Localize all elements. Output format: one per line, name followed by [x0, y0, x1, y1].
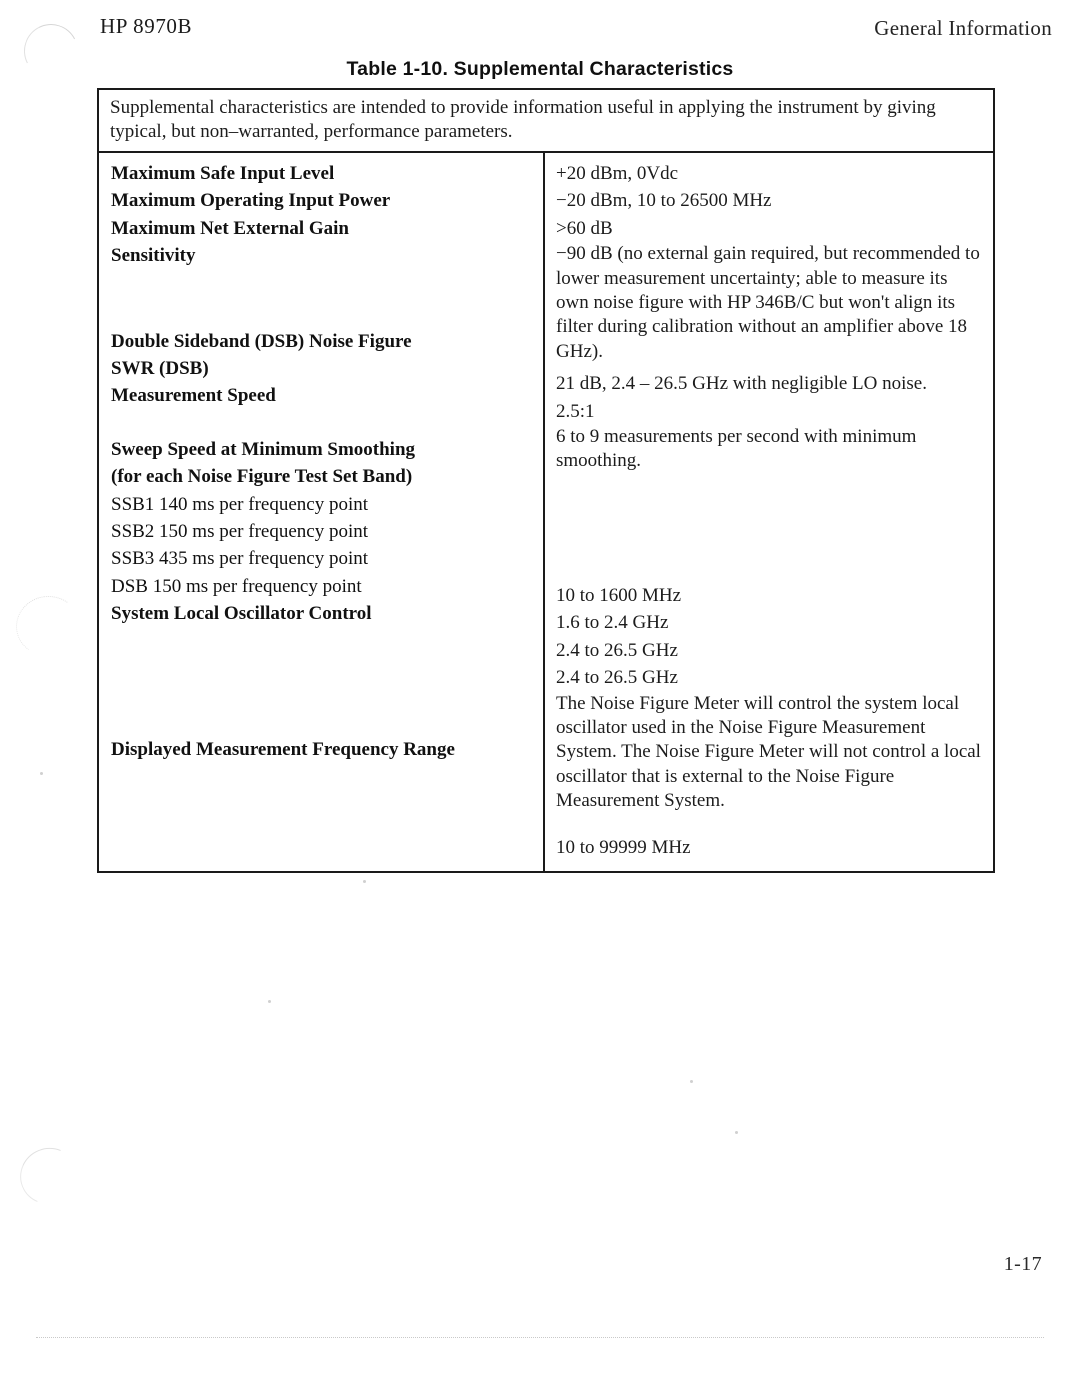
table-row: System Local Oscillator Control: [111, 603, 372, 625]
scan-speck: [735, 1131, 738, 1134]
table-row: Measurement Speed: [111, 385, 276, 407]
row-spacer: [111, 628, 535, 736]
table-row: SWR (DSB): [111, 358, 209, 380]
row-spacer: [111, 270, 535, 328]
scan-speck: [690, 1080, 693, 1083]
row-spacer: [556, 814, 983, 834]
table-row-continued: (for each Noise Figure Test Set Band): [111, 466, 413, 488]
table-column-values: [545, 153, 993, 871]
table-row: SSB1 140 ms per frequency point: [111, 493, 369, 515]
table-row: DSB 150 ms per frequency point: [111, 575, 362, 597]
scan-edge-line-artifact: [36, 1337, 1044, 1340]
table-row: Maximum Operating Input Power: [111, 190, 391, 212]
table-row: Sensitivity: [111, 245, 196, 267]
table-row: Maximum Net External Gain: [111, 217, 350, 239]
running-head-section: General Information: [874, 16, 1052, 40]
table-row: Maximum Safe Input Level: [111, 163, 335, 184]
running-head: [0, 14, 1080, 44]
scan-speck: [268, 1000, 271, 1003]
table-body: [99, 153, 993, 871]
table-column-parameters: [99, 153, 545, 871]
table-cell-value: +20 dBm, 0Vdc: [556, 163, 679, 184]
supplemental-characteristics-table: [97, 88, 995, 873]
scan-curl-artifact-middle: [12, 592, 84, 660]
table-row: Double Sideband (DSB) Noise Figure: [111, 330, 412, 352]
table-cell-value: 21 dB, 2.4 – 26.5 GHz with negligible LO noise.: [556, 373, 927, 395]
table-row: Sweep Speed at Minimum Smoothing: [111, 438, 416, 460]
page-number: 1-17: [1003, 1253, 1042, 1275]
table-cell-value: >60 dB: [556, 217, 613, 239]
table-cell-value: 10 to 1600 MHz: [556, 584, 682, 606]
table-cell-value: 10 to 99999 MHz: [556, 836, 691, 858]
table-cell-value: 6 to 9 measurements per second with minimum smoothing.: [556, 426, 917, 472]
scan-speck: [40, 772, 43, 775]
table-caption: Table 1-10. Supplemental Characteristics: [346, 58, 734, 80]
table-cell-value: 1.6 to 2.4 GHz: [556, 612, 669, 634]
row-spacer: [111, 410, 535, 436]
scan-curl-artifact-bottom: [12, 1139, 87, 1213]
running-head-model: HP 8970B: [100, 14, 193, 38]
scan-speck: [363, 880, 366, 883]
table-row: Displayed Measurement Frequency Range: [111, 738, 455, 760]
table-cell-value: −20 dBm, 10 to 26500 MHz: [556, 190, 772, 212]
table-intro-paragraph: Supplemental characteristics are intended to provide information useful in applying the instrument by giving typical, but non–warranted, performance parameters.: [99, 90, 993, 153]
table-cell-value: 2.4 to 26.5 GHz: [556, 639, 678, 661]
table-cell-value: The Noise Figure Meter will control the system local oscillator used in the Noise Figure Measurement System. The Noise Figure Meter will not control a local oscillator that is external to the Noise Figure Measurement System.: [556, 692, 981, 812]
table-row: SSB3 435 ms per frequency point: [111, 548, 369, 570]
table-cell-value: 2.5:1: [556, 400, 595, 422]
table-row: SSB2 150 ms per frequency point: [111, 521, 369, 543]
row-spacer: [556, 474, 983, 582]
table-cell-value: −90 dB (no external gain required, but recommended to lower measurement uncertainty; able to measure its own noise figure with HP 346B/C but won't align its filter during calibration without an amplifier above 18 GHz).: [556, 243, 980, 362]
table-cell-value: 2.4 to 26.5 GHz: [556, 667, 678, 689]
